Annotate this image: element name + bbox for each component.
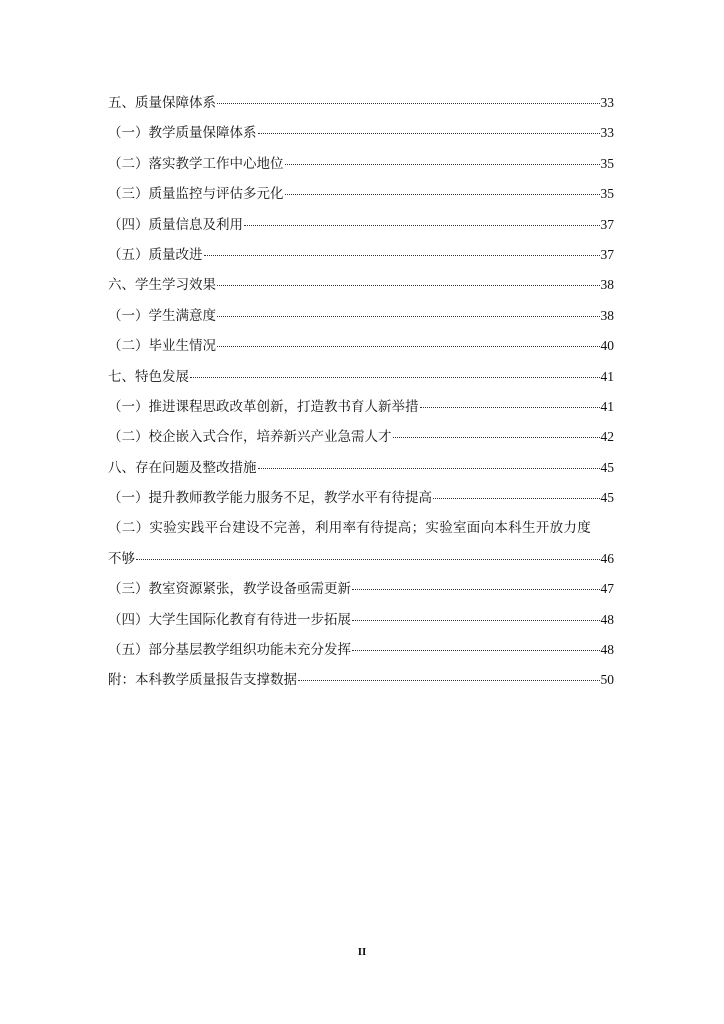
toc-entry-page: 41	[600, 368, 614, 384]
toc-entry[interactable]	[108, 609, 614, 639]
toc-entry[interactable]	[108, 183, 614, 213]
toc-entry-title: （二）落实教学工作中心地位	[108, 155, 284, 172]
toc-entry-page: 48	[600, 611, 614, 627]
toc-entry-title: （一）教学质量保障体系	[108, 125, 257, 142]
toc-entry[interactable]	[108, 305, 614, 335]
toc-leader-dots	[298, 679, 600, 681]
toc-entry-page: 47	[600, 581, 614, 597]
toc-leader-dots	[352, 649, 600, 651]
toc-entry-page: 45	[600, 490, 614, 506]
toc-entry-title: （五）质量改进	[108, 246, 203, 263]
toc-entry-page: 35	[600, 186, 614, 202]
toc-entry-page: 37	[600, 246, 614, 262]
toc-entry[interactable]	[108, 274, 614, 304]
toc-entry-title: （二）实验实践平台建设不完善，利用率有待提高；实验室面向本科生开放力度	[108, 520, 591, 537]
toc-entry-title: 六、学生学习效果	[108, 277, 216, 294]
toc-entry-title: （五）部分基层教学组织功能未充分发挥	[108, 642, 351, 659]
toc-leader-dots	[285, 163, 600, 165]
toc-leader-dots	[217, 102, 600, 104]
toc-entry-title: 五、质量保障体系	[108, 95, 216, 111]
toc-entry-title: 附：本科教学质量报告支撑数据	[108, 672, 297, 689]
toc-entry[interactable]	[108, 335, 614, 365]
toc-entry-title: （二）毕业生情况	[108, 338, 216, 355]
toc-entry-page: 35	[600, 155, 614, 171]
toc-entry-page: 42	[600, 429, 614, 445]
toc-entry-title: （三）教室资源紧张，教学设备亟需更新	[108, 581, 351, 598]
toc-entry-title: （一）推进课程思政改革创新，打造教书育人新举措	[108, 398, 419, 415]
toc-leader-dots	[136, 558, 600, 560]
toc-entry[interactable]	[108, 578, 614, 608]
toc-entry-title: 八、存在问题及整改措施	[108, 459, 257, 476]
toc-leader-dots	[190, 376, 600, 378]
toc-leader-dots	[352, 588, 600, 590]
toc-entry-title: （一）提升教师教学能力服务不足，教学水平有待提高	[108, 490, 432, 507]
table-of-contents	[108, 92, 614, 700]
toc-leader-dots	[258, 132, 600, 134]
toc-entry[interactable]	[108, 487, 614, 517]
toc-leader-dots	[244, 224, 600, 226]
toc-leader-dots	[204, 254, 600, 256]
toc-leader-dots	[258, 467, 600, 469]
toc-leader-dots	[285, 193, 600, 195]
toc-entry[interactable]	[108, 153, 614, 183]
toc-leader-dots	[420, 406, 600, 408]
toc-leader-dots	[393, 436, 600, 438]
toc-entry-title: （二）校企嵌入式合作，培养新兴产业急需人才	[108, 429, 392, 446]
toc-entry-title: （一）学生满意度	[108, 307, 216, 324]
toc-entry[interactable]	[108, 92, 614, 122]
toc-leader-dots	[352, 619, 600, 621]
toc-entry-title: （四）质量信息及利用	[108, 216, 243, 233]
toc-entry[interactable]	[108, 457, 614, 487]
toc-entry[interactable]	[108, 396, 614, 426]
toc-leader-dots	[217, 315, 600, 317]
toc-entry[interactable]	[108, 244, 614, 274]
toc-entry-wrapped-second-line[interactable]	[108, 548, 614, 578]
toc-entry[interactable]	[108, 639, 614, 669]
toc-entry-page: 48	[600, 642, 614, 658]
toc-entry[interactable]	[108, 669, 614, 699]
toc-entry-title: （四）大学生国际化教育有待进一步拓展	[108, 611, 351, 628]
toc-entry-page: 41	[600, 398, 614, 414]
toc-entry-title: （三）质量监控与评估多元化	[108, 186, 284, 203]
toc-entry-page: 37	[600, 216, 614, 232]
toc-entry[interactable]	[108, 426, 614, 456]
toc-entry[interactable]	[108, 366, 614, 396]
toc-entry[interactable]	[108, 122, 614, 152]
toc-leader-dots	[433, 497, 600, 499]
toc-entry-page: 38	[600, 307, 614, 323]
toc-leader-dots	[217, 284, 600, 286]
toc-entry-page: 40	[600, 338, 614, 354]
page-number: II	[357, 946, 367, 958]
toc-entry-page: 33	[600, 125, 614, 141]
toc-entry-page: 46	[600, 550, 614, 566]
toc-entry-page: 38	[600, 277, 614, 293]
toc-entry-page: 50	[600, 672, 614, 688]
toc-entry-title: 七、特色发展	[108, 368, 189, 385]
toc-entry-page: 45	[600, 459, 614, 475]
toc-entry-wrapped-first-line[interactable]	[108, 517, 614, 547]
toc-entry-title-continued: 不够	[108, 550, 135, 567]
toc-entry-page: 33	[600, 95, 614, 110]
toc-entry[interactable]	[108, 214, 614, 244]
toc-leader-dots	[217, 345, 600, 347]
